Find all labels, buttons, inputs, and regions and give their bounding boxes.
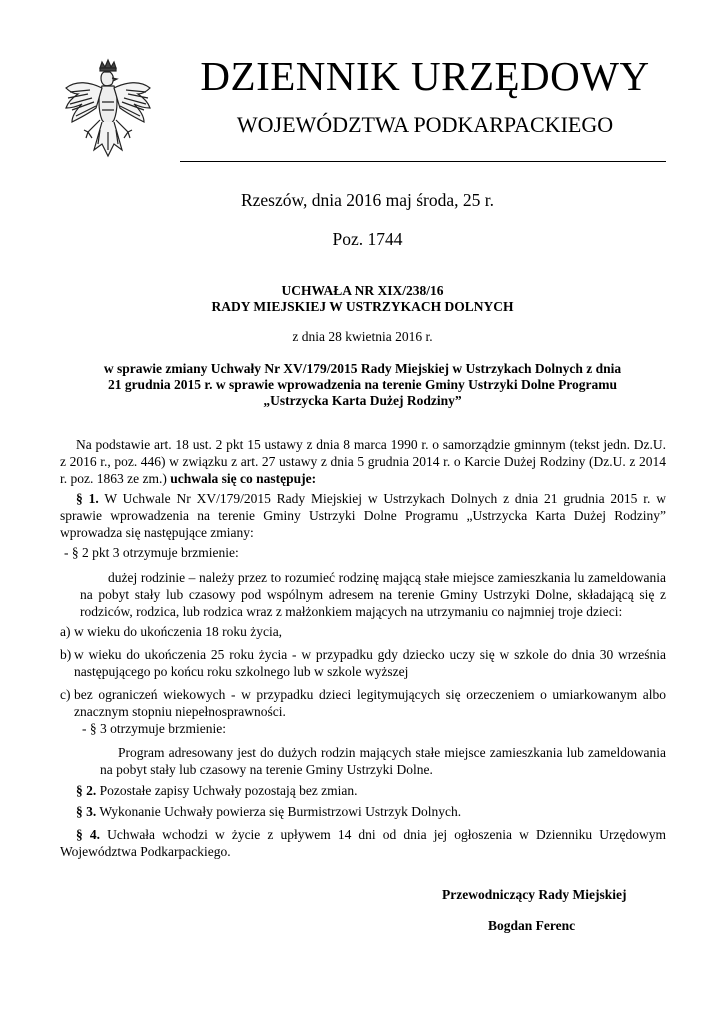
subject-line-1: w sprawie zmiany Uchwały Nr XV/179/2015 Rady Miejskiej w Ustrzykach Dolnych z dnia [103,361,622,376]
item-a [60,623,666,640]
resolution-date: z dnia 28 kwietnia 2016 r. [292,329,433,344]
eagle-emblem-icon [60,58,156,170]
section-2-paragraph [60,782,666,799]
signature-role: Przewodniczący Rady Miejskiej [442,887,627,902]
section-1-text: W Uchwale Nr XV/179/2015 Rady Miejskiej w Ustrzykach Dolnych z dnia 21 grudnia 2015 r. w sprawie wprowadzenia na terenie Gminy Ustrzyki Dolne Programu „Ustrzycka Karta Dużej Rodziny” wprowadza się następujące zmiany: [60,491,666,540]
item-c-text: bez ograniczeń wiekowych - w przypadku dzieci legitymujących się orzeczeniem o umiarkowanym albo znacznym stopniu niepełnosprawności. [74,687,666,719]
publication-date: Rzeszów, dnia 2016 maj środa, 25 r. [240,190,495,210]
section-1-label: § 1. [76,491,99,506]
item-b [60,646,666,680]
preamble-paragraph [60,436,666,487]
item-c [60,686,666,720]
change-1-intro: - § 2 pkt 3 otrzymuje brzmienie: [64,545,239,560]
section-4-paragraph [60,826,666,860]
header-divider [180,161,666,162]
resolution-title-line-2: RADY MIEJSKIEJ W USTRZYKACH DOLNYCH [211,299,514,314]
section-2-text: Pozostałe zapisy Uchwały pozostają bez zmian. [96,783,358,798]
section-4-text: Uchwała wchodzi w życie z upływem 14 dni od dnia jej ogłoszenia w Dzienniku Urzędowym Województwa Podkarpackiego. [60,827,667,859]
journal-subtitle: WOJEWÓDZTWA PODKARPACKIEGO [236,112,614,137]
section-3-paragraph [60,803,666,820]
subject-line-2: 21 grudnia 2015 r. w sprawie wprowadzenia na terenie Gminy Ustrzyki Dolne Programu [107,377,618,392]
change-2-intro: - § 3 otrzymuje brzmienie: [82,721,226,736]
change-1-definition: dużej rodzinie – należy przez to rozumieć rodzinę mającą stałe miejsce zamieszkania lu zameldowania na pobyt stały lub czasowy pod wspólnym adresem na terenie Gminy Ustrzyki Dolne, składającą się z rodziców, rodzica, lub rodzica wraz z małżonkiem mających na utrzymaniu co najmniej troje dzieci: [80,570,666,619]
section-1-paragraph [60,490,666,541]
change-2-definition: Program adresowany jest do dużych rodzin mających stałe miejsce zamieszkania lub zameldowania na pobyt stały lub czasowy na terenie Gminy Ustrzyki Dolne. [100,745,666,777]
section-3-label: § 3. [76,804,97,819]
journal-title: DZIENNIK URZĘDOWY [200,53,650,99]
item-a-text: w wieku do ukończenia 18 roku życia, [74,624,283,639]
section-3-text: Wykonanie Uchwały powierza się Burmistrzowi Ustrzyk Dolnych. [96,804,462,819]
item-b-marker: b) [60,647,72,662]
item-c-marker: c) [60,687,71,702]
item-a-marker: a) [60,624,71,639]
item-b-text: w wieku do ukończenia 25 roku życia - w przypadku gdy dziecko uczy się w szkole do dnia 30 września następującego po końcu roku szkolnego lub w szkole wyższej [74,647,666,679]
section-4-label: § 4. [76,827,100,842]
subject-line-3: „Ustrzycka Karta Dużej Rodziny” [263,393,462,408]
section-2-label: § 2. [76,783,97,798]
position-number: Poz. 1744 [332,229,403,249]
preamble-enactment: uchwala się co następuje: [170,471,317,486]
preamble-text: Na podstawie art. 18 ust. 2 pkt 15 ustawy z dnia 8 marca 1990 r. o samorządzie gminnym (tekst jedn. Dz.U. z 2016 r., poz. 446) w związku z art. 27 ustawy z dnia 5 grudnia 2014 r. o Karcie Dużej Rodziny (Dz.U. z 2014 r. poz. 1863 ze zm.) [60,437,666,486]
resolution-title-line-1: UCHWAŁA NR XIX/238/16 [281,283,444,298]
signature-name: Bogdan Ferenc [488,918,576,933]
